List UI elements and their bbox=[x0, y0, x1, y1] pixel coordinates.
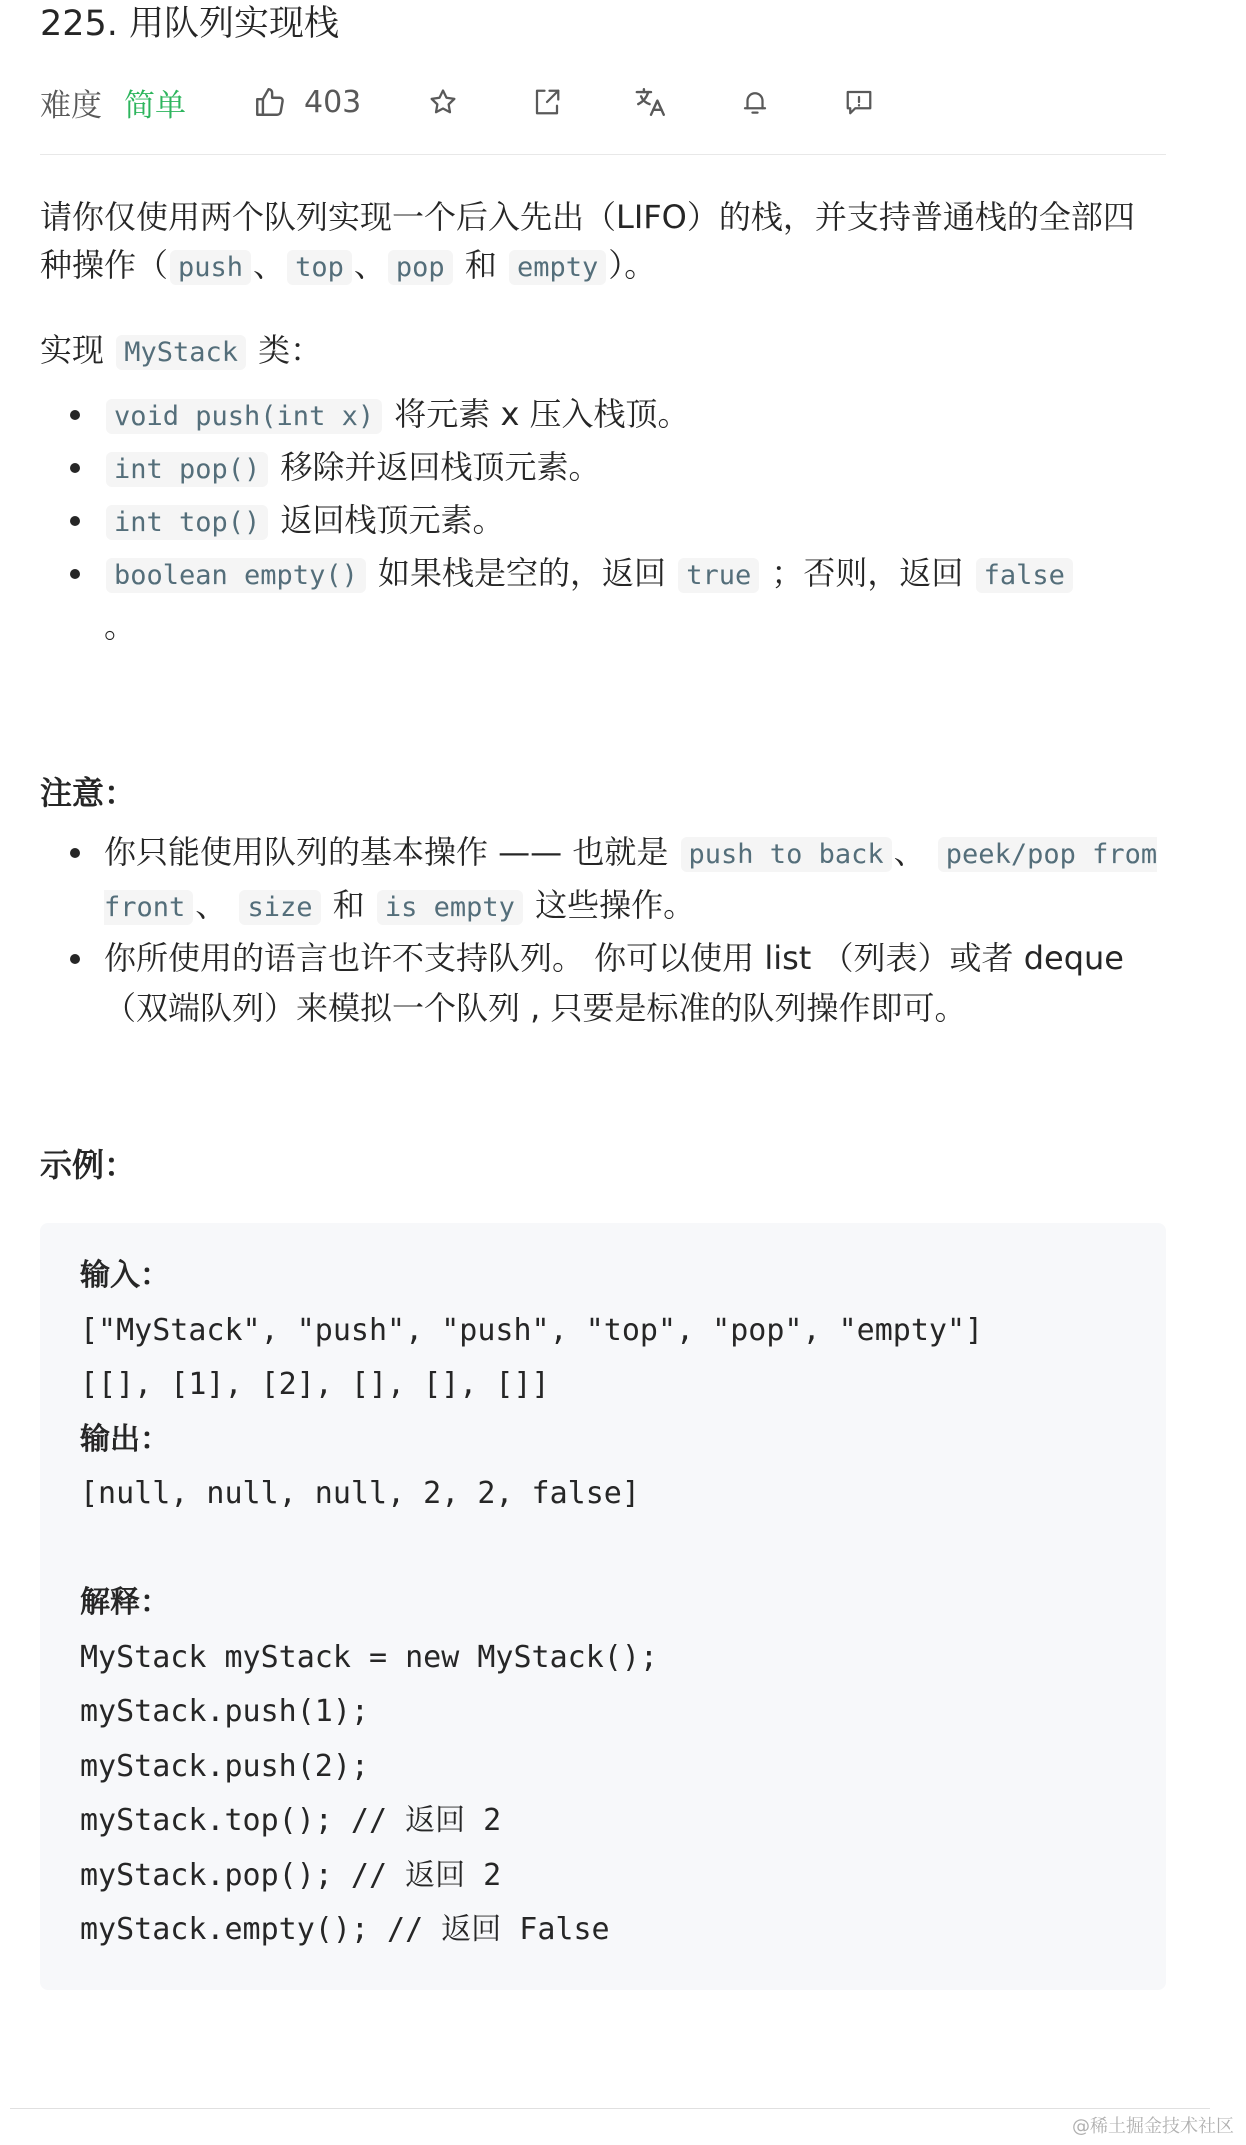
impl-suffix: 类： bbox=[258, 331, 323, 369]
bell-icon[interactable] bbox=[733, 80, 777, 124]
method-list bbox=[40, 389, 1166, 651]
feedback-icon[interactable] bbox=[837, 80, 881, 124]
inline-code: boolean empty() bbox=[106, 558, 366, 593]
header-divider bbox=[40, 154, 1166, 155]
explain-label: 解释： bbox=[80, 1585, 170, 1620]
notes-list bbox=[40, 827, 1166, 1033]
list-item bbox=[104, 827, 1166, 933]
separator: 、 bbox=[893, 833, 926, 871]
problem-toolbar bbox=[40, 70, 1166, 134]
bottom-divider bbox=[10, 2108, 1210, 2109]
list-item bbox=[104, 389, 1166, 442]
inline-code: true bbox=[678, 558, 759, 593]
code-line: [[], [1], [2], [], [], []] bbox=[80, 1367, 550, 1402]
inline-code: void push(int x) bbox=[106, 399, 382, 434]
inline-code: int pop() bbox=[106, 452, 268, 487]
impl-prefix: 实现 bbox=[40, 331, 105, 369]
share-icon[interactable] bbox=[525, 80, 569, 124]
thumbs-up-icon bbox=[248, 80, 292, 124]
impl-paragraph bbox=[40, 326, 1166, 377]
inline-code: false bbox=[976, 558, 1073, 593]
code-line: myStack.pop(); // 返回 2 bbox=[80, 1857, 502, 1893]
input-label: 输入： bbox=[80, 1258, 170, 1293]
intro-end: ）。 bbox=[608, 246, 657, 284]
example-block bbox=[40, 1223, 1166, 1990]
inline-code: top bbox=[287, 250, 352, 285]
list-item bbox=[104, 548, 1166, 651]
list-item bbox=[104, 442, 1166, 495]
translate-icon[interactable] bbox=[629, 80, 673, 124]
intro-paragraph bbox=[40, 193, 1166, 292]
method-desc-end: 。 bbox=[104, 607, 137, 645]
list-item bbox=[104, 933, 1166, 1033]
inline-code: pop bbox=[388, 250, 453, 285]
and-text: 和 bbox=[464, 246, 497, 284]
inline-code: size bbox=[239, 890, 320, 925]
note-text: 这些操作。 bbox=[535, 886, 696, 924]
method-desc: 如果栈是空的，返回 bbox=[378, 554, 667, 592]
code-line: MyStack myStack = new MyStack(); bbox=[80, 1639, 658, 1675]
problem-title: 225. 用队列实现栈 bbox=[40, 4, 340, 44]
problem-description bbox=[40, 193, 1166, 1990]
example-title: 示例： bbox=[40, 1146, 137, 1184]
separator: 、 bbox=[253, 246, 286, 284]
star-icon[interactable] bbox=[421, 80, 465, 124]
code-line: myStack.top(); // 返回 2 bbox=[80, 1803, 502, 1838]
inline-code: peek/pop from front bbox=[104, 839, 1158, 923]
code-line: [null, null, null, 2, 2, false] bbox=[80, 1476, 640, 1511]
inline-code: int top() bbox=[106, 505, 268, 540]
code-line: ["MyStack", "push", "push", "top", "pop", "empty"] bbox=[80, 1312, 984, 1348]
inline-code: empty bbox=[509, 250, 606, 285]
code-line: myStack.push(1); bbox=[80, 1694, 369, 1729]
and-text: 和 bbox=[332, 886, 365, 924]
method-desc: 移除并返回栈顶元素。 bbox=[280, 448, 601, 486]
difficulty-label: 难度 bbox=[40, 87, 102, 124]
method-desc: ；否则，返回 bbox=[771, 554, 964, 592]
notes-title: 注意： bbox=[40, 774, 137, 812]
inline-code: push bbox=[170, 250, 251, 285]
inline-code: is empty bbox=[377, 890, 523, 925]
watermark: @稀土掘金技术社区 bbox=[1072, 2116, 1234, 2137]
code-line: myStack.push(2); bbox=[80, 1748, 369, 1784]
note-text: 你所使用的语言也许不支持队列。 你可以使用 list （列表）或者 deque（双端队列）来模拟一个队列 , 只要是标准的队列操作即可。 bbox=[104, 939, 1124, 1027]
separator: 、 bbox=[353, 246, 386, 284]
method-desc: 将元素 x 压入栈顶。 bbox=[394, 395, 690, 433]
note-text: 你只能使用队列的基本操作 —— 也就是 bbox=[104, 833, 669, 871]
separator: 、 bbox=[195, 886, 228, 924]
like-count: 403 bbox=[304, 84, 362, 120]
inline-code: MyStack bbox=[116, 335, 246, 370]
blank-line bbox=[80, 1522, 1126, 1577]
method-desc: 返回栈顶元素。 bbox=[280, 501, 505, 539]
intro-text: 请你仅使用两个队列实现一个后入先出（LIFO）的栈，并支持普通栈的全部四种操作（ bbox=[40, 198, 1135, 284]
output-label: 输出： bbox=[80, 1421, 170, 1457]
code-line: myStack.empty(); // 返回 False bbox=[80, 1912, 610, 1947]
list-item bbox=[104, 495, 1166, 548]
problem-panel bbox=[40, 0, 1166, 1990]
inline-code: push to back bbox=[681, 837, 892, 872]
difficulty-value: 简单 bbox=[124, 87, 186, 124]
like-button[interactable] bbox=[248, 80, 361, 124]
